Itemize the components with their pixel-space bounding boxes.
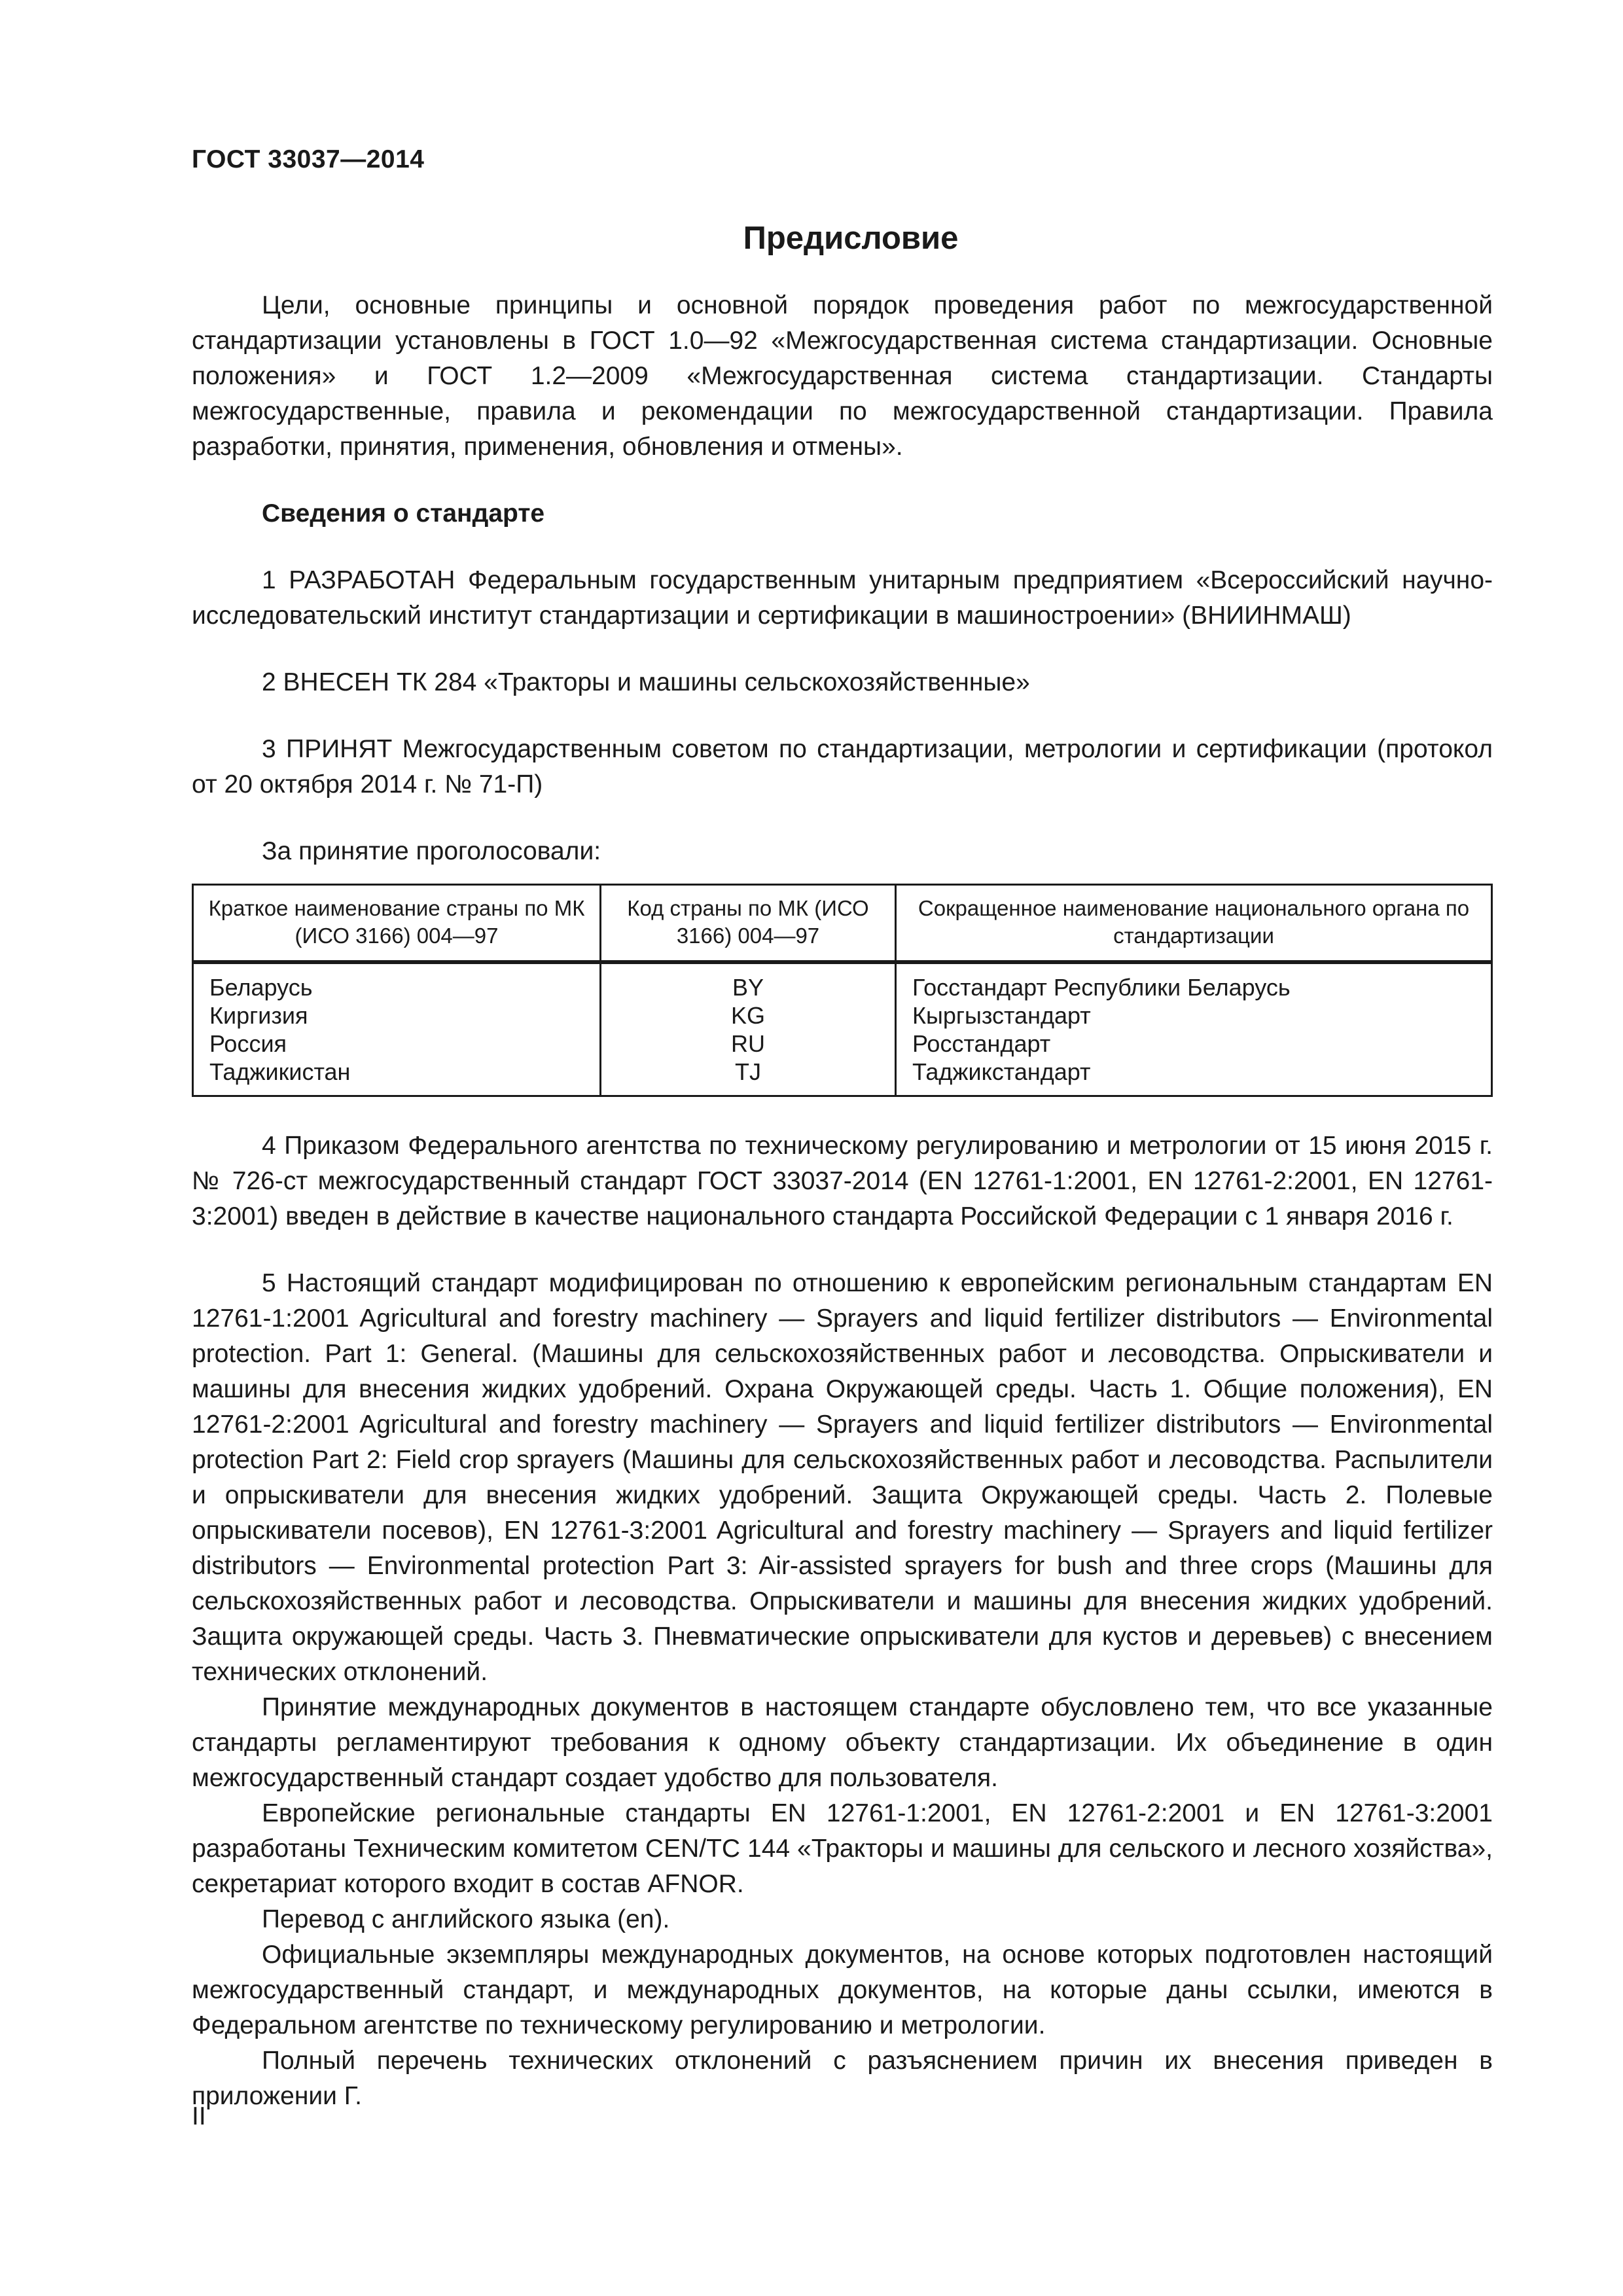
header-country-code: Код страны по МК (ИСО 3166) 004—97 [601,885,896,961]
item-5-modified: 5 Настоящий стандарт модифицирован по отношению к европейским региональным стандартам EN 12761-1:2001 Agricultural and forestry machinery — Sprayers and liquid fertilizer distributors — Environmental protection. Part 1: General. (Машины для сельскохозяйственных работ и лесоводства. Опрыскиватели и машины для внесения жидких удобрений. Охрана Окружающей среды. Часть 1. Общие положения), EN 12761-2:2001 Agricultural and forestry machinery — Sprayers and liquid fertilizer distributors — Environmental protection Part 2: Field crop sprayers (Машины для сельскохозяйственных работ и лесоводства. Распылители и опрыскиватели для внесения жидких удобрений. Защита Окружающей среды. Часть 2. Полевые опрыскиватели посевов), EN 12761-3:2001 Agricultural and forestry machinery — Sprayers and liquid fertilizer distributors — Environmental protection Part 3: Air-assisted sprayers for bush and three crops (Машины для сельскохозяйственных работ и лесоводства. Опрыскиватели и машины для внесения жидких удобрений. Защита окружающей среды. Часть 3. Пневматические опрыскиватели для кустов и деревьев) с внесением технических отклонений. [192,1269,1493,1686]
document-body [192,288,1493,2114]
country-name: Таджикистан [193,1058,601,1096]
table-header-row [193,885,1492,961]
page-number: II [192,2102,206,2130]
item-4-enacted: 4 Приказом Федерального агентства по техническому регулированию и метрологии от 15 июня 2015 г. № 726-ст межгосударственный стандарт ГОСТ 33037-2014 (EN 12761-1:2001, EN 12761-2:2001, EN 12761-3:2001) введен в действие в качестве национального стандарта Российской Федерации с 1 января 2016 г. [192,1132,1493,1230]
official-copies-paragraph: Официальные экземпляры международных документов, на основе которых подготовлен настоящий межгосударственный стандарт, и международных документов, на которые даны ссылки, имеются в Федеральном агентстве по техническому регулированию и метрологии. [192,1941,1493,2039]
national-body: Таджикстандарт [896,1058,1492,1096]
translation-paragraph: Перевод с английского языка (en). [262,1905,670,1933]
national-body: Госстандарт Республики Беларусь [896,963,1492,1002]
national-body: Росстандарт [896,1030,1492,1058]
country-name: Беларусь [193,963,601,1002]
header-country-name: Краткое наименование страны по МК (ИСО 3166) 004—97 [193,885,601,961]
deviations-list-paragraph: Полный перечень технических отклонений с разъяснением причин их внесения приведен в приложении Г. [192,2047,1493,2110]
item-3-adopted: 3 ПРИНЯТ Межгосударственным советом по стандартизации, метрологии и сертификации (протокол от 20 октября 2014 г. № 71-П) [192,735,1493,798]
section-heading: Сведения о стандарте [262,499,545,528]
country-name: Россия [193,1030,601,1058]
table-row [193,1001,1492,1030]
item-1-developed: 1 РАЗРАБОТАН Федеральным государственным унитарным предприятием «Всероссийский научно-исследовательский институт стандартизации и сертификации в машиностроении» (ВНИИНМАШ) [192,566,1493,630]
header-national-body: Сокращенное наименование национального органа по стандартизации [896,885,1492,961]
page-title: Предисловие [743,221,959,256]
vote-intro: За принятие проголосовали: [262,837,601,865]
country-code: TJ [601,1058,896,1096]
country-code: RU [601,1030,896,1058]
document-id-header: ГОСТ 33037—2014 [192,145,425,173]
national-body: Кыргызстандарт [896,1001,1492,1030]
country-code: KG [601,1001,896,1030]
table-row [193,963,1492,1002]
country-name: Киргизия [193,1001,601,1030]
table-row [193,1058,1492,1096]
table-row [193,1030,1492,1058]
item-2-introduced: 2 ВНЕСЕН ТК 284 «Тракторы и машины сельскохозяйственные» [262,668,1030,696]
european-standards-paragraph: Европейские региональные стандарты EN 12761-1:2001, EN 12761-2:2001 и EN 12761-3:2001 разработаны Техническим комитетом CEN/TC 144 «Тракторы и машины для сельского и лесного хозяйства», секретариат которого входит в состав AFNOR. [192,1799,1493,1898]
voting-countries-table [192,884,1493,1097]
intro-paragraph: Цели, основные принципы и основной порядок проведения работ по межгосударственной стандартизации установлены в ГОСТ 1.0—92 «Межгосударственная система стандартизации. Основные положения» и ГОСТ 1.2—2009 «Межгосударственная система стандартизации. Стандарты межгосударственные, правила и рекомендации по межгосударственной стандартизации. Правила разработки, принятия, применения, обновления и отмены». [192,291,1493,461]
adoption-paragraph: Принятие международных документов в настоящем стандарте обусловлено тем, что все указанные стандарты регламентируют требования к одному объекту стандартизации. Их объединение в один межгосударственный стандарт создает удобство для пользователя. [192,1693,1493,1792]
country-code: BY [601,963,896,1002]
